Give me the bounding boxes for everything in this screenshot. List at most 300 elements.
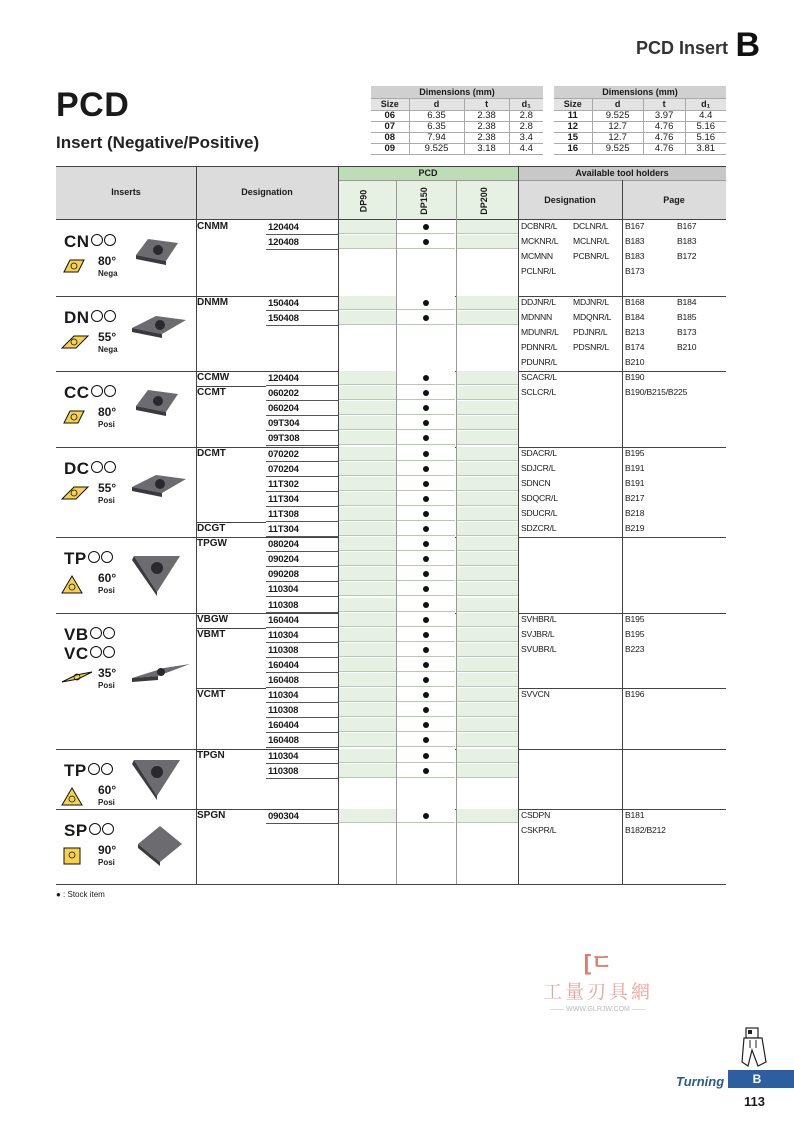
header-bottom-line	[56, 219, 726, 220]
holder-designation: MDNNN	[521, 311, 552, 322]
designation-size: 090204	[268, 554, 299, 566]
circle-icon	[88, 763, 100, 775]
holder-designation: SDJCR/L	[521, 462, 556, 473]
holder-page: B183	[677, 236, 697, 247]
insert-photo	[130, 824, 192, 872]
dim-row	[554, 121, 726, 132]
designation-size: 060204	[268, 403, 299, 415]
stock-dot	[423, 466, 429, 472]
holder-designation: PCBNR/L	[573, 251, 609, 262]
dim-value: 5.16	[685, 121, 726, 132]
grade-cell-dp200	[456, 492, 518, 506]
holder-page: B195	[625, 613, 645, 624]
holder-page: B191	[625, 477, 645, 488]
dim-col-d: d	[409, 98, 464, 110]
stock-dot	[423, 632, 429, 638]
holder-page: B173	[625, 266, 645, 277]
grade-cell-dp90	[338, 658, 396, 672]
grade-cell-dp90	[338, 447, 396, 461]
holder-page: B185	[677, 311, 697, 322]
watermark-text: 工量刃具網	[542, 982, 653, 1003]
designation-size: 110304	[268, 629, 299, 641]
designation-name: SPGN	[197, 809, 226, 821]
insert-code	[64, 232, 116, 252]
holder-page: B195	[625, 628, 645, 639]
grade-cell-dp200	[456, 462, 518, 476]
row-divider	[266, 461, 338, 462]
designation-size: 110308	[268, 765, 299, 777]
dim-value: 2.38	[464, 132, 509, 143]
insert-code	[64, 308, 116, 328]
designation-name: TPGN	[197, 749, 225, 761]
stock-dot	[423, 315, 429, 321]
holder-page: B217	[625, 492, 645, 503]
grade-cell-dp90	[338, 220, 396, 234]
designation-size: 110308	[268, 644, 299, 656]
section-divider	[56, 884, 726, 885]
dim-row	[554, 143, 726, 154]
insert-photo	[130, 310, 192, 358]
insert-type: Posi	[98, 495, 115, 505]
row-divider	[266, 823, 338, 824]
grade-cell-dp90	[338, 477, 396, 491]
row-divider	[266, 491, 338, 492]
insert-shape-icon	[60, 785, 94, 811]
grade-cell-dp200	[456, 296, 518, 310]
designation-size: 090208	[268, 569, 299, 581]
designation-size: 080204	[268, 539, 299, 551]
grade-dp200: DP200	[478, 187, 489, 215]
grade-cell-dp200	[456, 416, 518, 430]
grade-cell-dp90	[338, 416, 396, 430]
insert-angle: 60°	[98, 571, 117, 586]
col-designation: Designation	[241, 187, 293, 197]
col-pcd: PCD	[418, 168, 438, 178]
holder-page: B184	[677, 296, 697, 307]
insert-type: Nega	[98, 344, 118, 354]
dim-row	[371, 121, 543, 132]
grade-cell-dp90	[338, 492, 396, 506]
designation-size: 110304	[268, 690, 299, 702]
grade-dp150: DP150	[418, 187, 429, 215]
row-divider	[266, 687, 338, 688]
holder-designation: PCLNR/L	[521, 266, 556, 277]
grade-cell-dp200	[456, 628, 518, 642]
dim-value: 3.4	[509, 132, 543, 143]
dim-row	[554, 132, 726, 143]
grade-cell-dp200	[456, 718, 518, 732]
designation-size: 110308	[268, 599, 299, 611]
grade-cell-dp90	[338, 371, 396, 385]
grade-cell-dp90	[338, 749, 396, 763]
holder-page: B219	[625, 523, 645, 533]
page-subtitle: Insert (Negative/Positive)	[56, 133, 260, 152]
grade-cell-dp90	[338, 764, 396, 778]
grade-cell-dp200	[456, 582, 518, 596]
row-divider	[266, 234, 338, 235]
dim-size: 08	[371, 132, 409, 143]
designation-size: 120408	[268, 237, 299, 249]
designation-size: 150408	[268, 312, 299, 324]
grade-cell-dp200	[456, 537, 518, 551]
row-divider	[266, 763, 338, 764]
dim-value: 3.81	[685, 143, 726, 154]
dim-row	[371, 143, 543, 154]
column-divider	[518, 166, 519, 884]
watermark-logo: [ㄷ	[583, 950, 613, 975]
insert-code-text: CC	[64, 383, 90, 402]
designation-name: VBGW	[197, 613, 229, 625]
holder-page: B190/B215/B225	[625, 387, 688, 398]
holder-page: B168	[625, 296, 645, 307]
dim-size: 12	[554, 121, 592, 132]
circle-icon	[90, 627, 102, 639]
insert-code-text: TP	[64, 760, 87, 780]
designation-name: CCMW	[197, 372, 230, 383]
holder-designation: MCLNR/L	[573, 236, 610, 247]
dim-value: 7.94	[409, 132, 464, 143]
dim-size: 11	[554, 110, 592, 121]
holder-designation: CSDPN	[521, 809, 551, 820]
holder-designation: SDUCR/L	[521, 507, 558, 518]
divider	[196, 688, 266, 689]
designation-size: 120404	[268, 222, 299, 233]
insert-shape-icon	[60, 332, 94, 358]
row-divider	[266, 566, 338, 567]
insert-photo	[130, 469, 192, 517]
dim-value: 2.8	[509, 110, 543, 121]
stock-dot	[423, 662, 429, 668]
column-divider	[196, 166, 197, 884]
row-divider	[266, 385, 338, 386]
holder-designation: CSKPR/L	[521, 825, 557, 835]
insert-angle: 55°	[98, 329, 117, 344]
grade-cell-dp200	[456, 598, 518, 612]
stock-dot	[423, 753, 429, 759]
dim-value: 2.8	[509, 121, 543, 132]
column-divider	[622, 180, 623, 884]
designation-size: 11T304	[268, 493, 299, 505]
col-holder-designation: Designation	[544, 195, 596, 205]
circle-icon	[104, 461, 116, 473]
holder-designation: PDJNR/L	[573, 326, 608, 337]
col-page: Page	[663, 195, 685, 205]
dim-value: 9.525	[409, 143, 464, 154]
grade-cell-dp200	[456, 688, 518, 702]
grade-cell-dp90	[338, 311, 396, 325]
insert-shape-icon	[60, 845, 94, 871]
header-title: PCD Insert	[635, 38, 728, 58]
circle-icon	[104, 385, 116, 397]
insert-code-text: VB	[64, 624, 89, 644]
dim-value: 4.76	[643, 121, 685, 132]
row-divider	[266, 430, 338, 431]
dim-value: 2.38	[464, 110, 509, 121]
row-divider	[266, 732, 338, 733]
dimensions-table-right	[554, 86, 726, 155]
row-divider	[266, 627, 338, 628]
dimensions-table-left	[371, 86, 543, 155]
holder-designation: SDZCR/L	[521, 523, 557, 533]
stock-dot	[423, 602, 429, 608]
grade-cell-dp200	[456, 386, 518, 400]
dim-caption: Dimensions (mm)	[554, 86, 726, 98]
designation-size: 070204	[268, 463, 299, 475]
grade-cell-dp90	[338, 628, 396, 642]
holder-page: B167	[677, 221, 697, 231]
designation-size: 070202	[268, 448, 299, 460]
insert-type: Posi	[98, 857, 115, 867]
grade-cell-dp90	[338, 537, 396, 551]
row-divider	[266, 672, 338, 673]
stock-dot	[423, 647, 429, 653]
holder-page: B174	[625, 341, 645, 352]
dim-value: 6.35	[409, 121, 464, 132]
table-top-line	[56, 166, 726, 167]
designation-name: VBMT	[197, 628, 226, 640]
holder-page: B172	[677, 251, 697, 262]
row-divider	[266, 249, 338, 250]
designation-size: 060202	[268, 388, 299, 400]
circle-icon	[104, 234, 116, 246]
grade-cell-dp90	[338, 598, 396, 612]
row-divider	[266, 596, 338, 597]
grade-cell-dp200	[456, 809, 518, 823]
dim-value: 4.4	[509, 143, 543, 154]
insert-code	[64, 383, 116, 403]
holder-designation: SVUBR/L	[521, 643, 557, 654]
holder-page: B196	[625, 689, 645, 700]
holder-designation: MCKNR/L	[521, 236, 559, 247]
stock-dot	[423, 813, 429, 819]
designation-size: 11T302	[268, 478, 299, 490]
designation-size: 160404	[268, 659, 299, 671]
stock-dot	[423, 617, 429, 623]
header-section-letter: B	[735, 26, 760, 64]
insert-photo	[130, 552, 192, 600]
grade-cell-dp90	[338, 703, 396, 717]
grade-cell-dp90	[338, 462, 396, 476]
stock-dot	[423, 496, 429, 502]
insert-code	[64, 761, 113, 781]
insert-angle: 80°	[98, 405, 117, 419]
designation-name: DCGT	[197, 523, 226, 534]
row-divider	[266, 310, 338, 311]
legend: ● : Stock item	[56, 890, 105, 899]
circle-icon	[91, 385, 103, 397]
row-divider	[266, 702, 338, 703]
stock-dot	[423, 224, 429, 230]
dim-col-t: t	[643, 98, 685, 110]
holder-designation: DDJNR/L	[521, 296, 556, 307]
dim-size: 16	[554, 143, 592, 154]
designation-size: 160404	[268, 614, 299, 626]
holder-page: B210	[625, 356, 645, 367]
dim-size: 15	[554, 132, 592, 143]
holder-page: B182/B212	[625, 825, 666, 835]
holder-page: B167	[625, 221, 645, 231]
circle-icon	[101, 551, 113, 563]
holder-page: B183	[625, 251, 645, 262]
circle-icon	[102, 823, 114, 835]
row-divider	[266, 521, 338, 522]
dim-col-d1: d₁	[509, 98, 543, 110]
grade-cell-dp200	[456, 522, 518, 536]
dim-value: 3.97	[643, 110, 685, 121]
designation-size: 160408	[268, 735, 299, 747]
grade-cell-dp90	[338, 733, 396, 747]
grade-cell-dp90	[338, 613, 396, 627]
circle-icon	[91, 461, 103, 473]
grade-cell-dp90	[338, 552, 396, 566]
insert-shape-icon	[60, 668, 94, 694]
dim-caption: Dimensions (mm)	[371, 86, 543, 98]
grade-cell-dp200	[456, 567, 518, 581]
insert-angle: 55°	[98, 480, 117, 495]
holder-page: B173	[677, 326, 697, 337]
grade-cell-dp200	[456, 703, 518, 717]
insert-code-text: CN	[64, 232, 90, 251]
designation-size: 11T304	[268, 524, 299, 535]
dim-value: 2.38	[464, 121, 509, 132]
col-inserts: Inserts	[111, 187, 141, 197]
row-divider	[266, 400, 338, 401]
grade-cell-dp200	[456, 658, 518, 672]
holder-page: B190	[625, 372, 645, 382]
dim-size: 09	[371, 143, 409, 154]
designation-size: 110304	[268, 750, 299, 762]
designation-size: 150404	[268, 297, 299, 309]
row-divider	[266, 642, 338, 643]
insert-shape-icon	[60, 573, 94, 599]
holder-designation: MDQNR/L	[573, 311, 612, 322]
holder-designation: PDUNR/L	[521, 356, 558, 367]
dim-col-size: Size	[371, 98, 409, 110]
insert-type: Posi	[98, 680, 115, 690]
dim-value: 5.16	[685, 132, 726, 143]
grade-cell-dp90	[338, 582, 396, 596]
circle-icon	[91, 310, 103, 322]
designation-name: DNMM	[197, 296, 229, 308]
stock-dot	[423, 526, 429, 532]
insert-shape-icon	[60, 256, 94, 282]
insert-shape-icon	[60, 483, 94, 509]
grade-cell-dp200	[456, 673, 518, 687]
grade-cell-dp90	[338, 235, 396, 249]
dim-value: 3.18	[464, 143, 509, 154]
holder-page: B223	[625, 643, 645, 654]
insert-type: Posi	[98, 797, 115, 807]
holder-page: B218	[625, 507, 645, 518]
holder-designation: SVVCN	[521, 689, 550, 700]
designation-size: 09T304	[268, 418, 300, 430]
grade-cell-dp200	[456, 477, 518, 491]
dim-row	[371, 110, 543, 121]
dim-value: 4.4	[685, 110, 726, 121]
dim-row	[554, 110, 726, 121]
row-divider	[266, 551, 338, 552]
watermark-url: —— WWW.GLRJW.COM ——	[550, 1006, 646, 1013]
row-divider	[266, 325, 338, 326]
page-number: 113	[744, 1094, 765, 1109]
designation-size: 110308	[268, 705, 299, 717]
column-divider	[456, 180, 457, 884]
grade-cell-dp90	[338, 718, 396, 732]
insert-code	[64, 821, 114, 841]
dim-row	[371, 132, 543, 143]
footer-section-label: Turning	[676, 1074, 725, 1089]
circle-icon	[103, 646, 115, 658]
insert-angle: 90°	[98, 842, 117, 857]
column-divider	[396, 180, 397, 884]
holder-page: B183	[625, 236, 645, 247]
page-title: PCD	[56, 86, 130, 124]
divider	[196, 522, 266, 523]
holder-designation: MDJNR/L	[573, 296, 609, 307]
grade-cell-dp90	[338, 401, 396, 415]
stock-dot	[423, 511, 429, 517]
grade-cell-dp200	[456, 311, 518, 325]
insert-code-text: DC	[64, 458, 90, 478]
circle-icon	[89, 823, 101, 835]
holder-designation: MDUNR/L	[521, 326, 559, 337]
stock-dot	[423, 375, 429, 381]
designation-size: 110304	[268, 584, 299, 596]
dim-col-t: t	[464, 98, 509, 110]
grade-cell-dp200	[456, 733, 518, 747]
grade-cell-dp200	[456, 447, 518, 461]
holder-page: B184	[625, 311, 645, 322]
dim-value: 9.525	[592, 143, 643, 154]
dim-col-size: Size	[554, 98, 592, 110]
designation-size: 120404	[268, 373, 299, 384]
watermark	[528, 946, 668, 1013]
dim-value: 4.76	[643, 132, 685, 143]
designation-size: 160404	[268, 720, 299, 732]
insert-type: Posi	[98, 420, 115, 429]
holder-designation: SCLCR/L	[521, 387, 556, 398]
row-divider	[266, 506, 338, 507]
dim-size: 07	[371, 121, 409, 132]
row-divider	[266, 778, 338, 779]
circle-icon	[104, 310, 116, 322]
divider	[196, 628, 266, 629]
holder-designation: PDSNR/L	[573, 341, 609, 352]
insert-photo	[130, 658, 192, 706]
grade-cell-dp200	[456, 749, 518, 763]
insert-code	[64, 625, 115, 645]
holder-designation: DCLNR/L	[573, 221, 609, 231]
grade-cell-dp90	[338, 507, 396, 521]
grade-cell-dp200	[456, 764, 518, 778]
designation-name: CNMM	[197, 221, 229, 232]
dim-value: 12.7	[592, 132, 643, 143]
grade-cell-dp90	[338, 673, 396, 687]
insert-code	[64, 459, 116, 479]
dim-col-d: d	[592, 98, 643, 110]
holder-designation: SCACR/L	[521, 372, 557, 382]
circle-icon	[101, 763, 113, 775]
holder-page: B195	[625, 447, 645, 458]
footer-section-tab: B	[728, 1070, 794, 1088]
holder-page: B210	[677, 341, 697, 352]
designation-name: VCMT	[197, 689, 226, 701]
grade-cell-dp90	[338, 688, 396, 702]
row-divider	[266, 657, 338, 658]
holder-designation: MCMNN	[521, 251, 553, 262]
grade-cell-dp90	[338, 296, 396, 310]
dim-size: 06	[371, 110, 409, 121]
